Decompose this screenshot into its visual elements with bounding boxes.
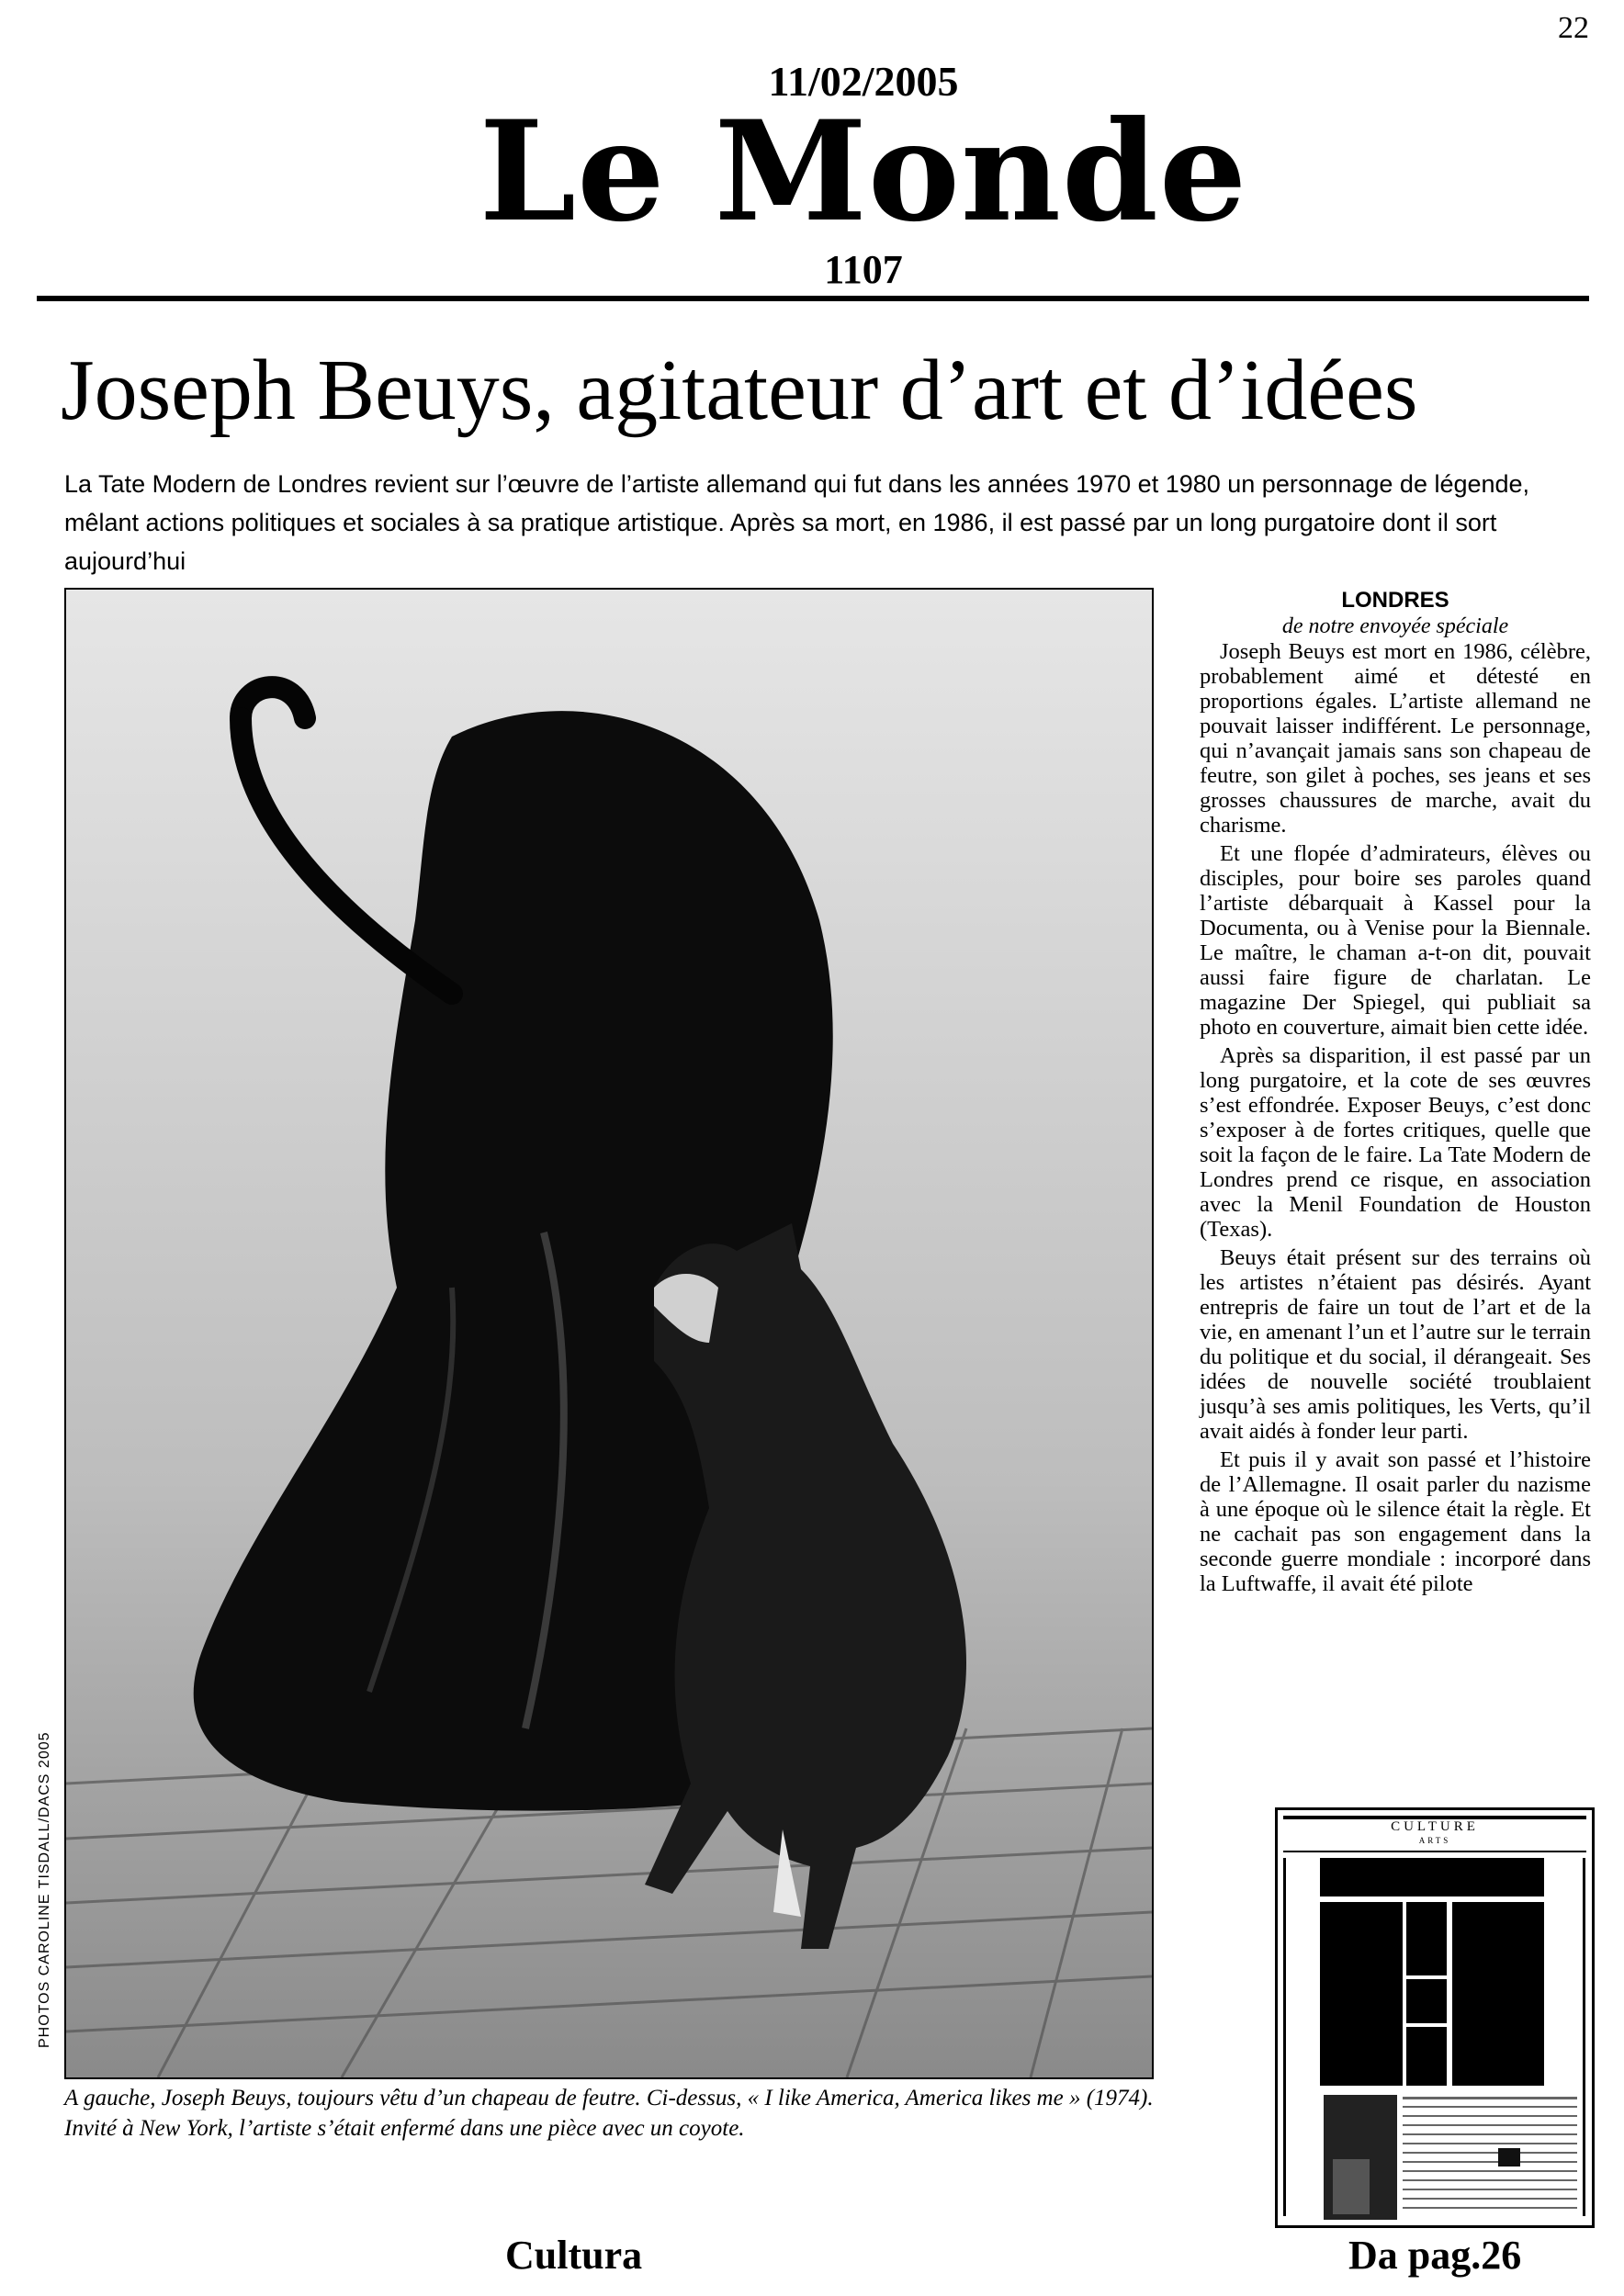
masthead-rule [37, 296, 1589, 301]
thumbnail-section-subtitle: ARTS [1418, 1836, 1451, 1845]
article-body [1200, 588, 1591, 1600]
photo-caption: A gauche, Joseph Beuys, toujours vêtu d’un chapeau de feutre. Ci-dessus, « I like America, America likes me » (1974). Invité à New York, l’artiste s’était enfermé dans une pièce avec un coyote. [64, 2086, 1154, 2141]
page-number: 22 [1558, 11, 1589, 45]
page-thumbnail [1275, 1807, 1595, 2228]
issue-date: 11/02/2005 [768, 58, 959, 105]
newspaper-masthead: Le Monde [479, 91, 1248, 253]
thumbnail-layout [1278, 1810, 1592, 2225]
article-deck: La Tate Modern de Londres revient sur l’œuvre de l’artiste allemand qui fut dans les années 1970 et 1980 un personnage de légende, mêlant actions politiques et sociales à sa pratique artistique. Après sa mort, en 1986, il est passé par un long purgatoire dont il sort aujourd’hui [64, 470, 1530, 575]
article-paragraph: Et puis il y avait son passé et l’histoire de l’Allemagne. Il osait parler du nazisme à une époque où le silence était la règle. Et ne cachait pas son engagement dans la seconde guerre mondiale : incorporé dans la Luftwaffe, il avait été pilote [1200, 1447, 1591, 1596]
article-paragraph: Joseph Beuys est mort en 1986, célèbre, probablement aimé et détesté en proportions égales. L’artiste allemand ne pouvait laisser indifférent. Le personnage, qui n’avançait jamais sans son chapeau de feutre, son gilet à poches, ses jeans et ses grosses chaussures de marche, avait du charisme. [1200, 639, 1591, 838]
article-paragraph: Et une flopée d’admirateurs, élèves ou disciples, pour boire ses paroles quand l’artiste débarquait à Kassel pour la Documenta, ou à Venise pour la Biennale. Le maître, le chaman a-t-on dit, pouvait aussi faire figure de charlatan. Le magazine Der Spiegel, qui publiait sa photo en couverture, aimait bien cette idée. [1200, 841, 1591, 1040]
page-reference-footer: Da pag.26 [1348, 2233, 1522, 2278]
article-paragraph: Beuys était présent sur des terrains où les artistes n’étaient pas désirés. Ayant entrepris de faire un tout de l’art et de la vie, en amenant l’un et l’autre sur le terrain du politique et du social, il dérangeait. Ses idées de nouvelle société troublaient jusqu’à ses amis politiques, les Verts, qu’il avait aidés à fonder leur parti. [1200, 1245, 1591, 1444]
photo-credit: PHOTOS CAROLINE TISDALL/DACS 2005 [37, 1731, 52, 2048]
photo-illustration [66, 590, 1152, 2077]
article-dateline: LONDRES [1341, 588, 1449, 613]
issue-number: 1107 [824, 247, 903, 292]
article-byline: de notre envoyée spéciale [1281, 614, 1509, 638]
article-photo [64, 588, 1154, 2079]
thumbnail-section-title: CULTURE [1391, 1819, 1479, 1834]
article-paragraph: Après sa disparition, il est passé par un long purgatoire, et la cote de ses œuvres s’est effondrée. Exposer Beuys, c’est donc s’exposer à de fortes critiques, quelle que soit la façon de le faire. La Tate Modern de Londres prend ce risque, en association avec la Menil Foundation de Houston (Texas). [1200, 1043, 1591, 1242]
article-headline: Joseph Beuys, agitateur d’art et d’idées [61, 343, 1418, 438]
section-footer: Cultura [505, 2233, 643, 2278]
